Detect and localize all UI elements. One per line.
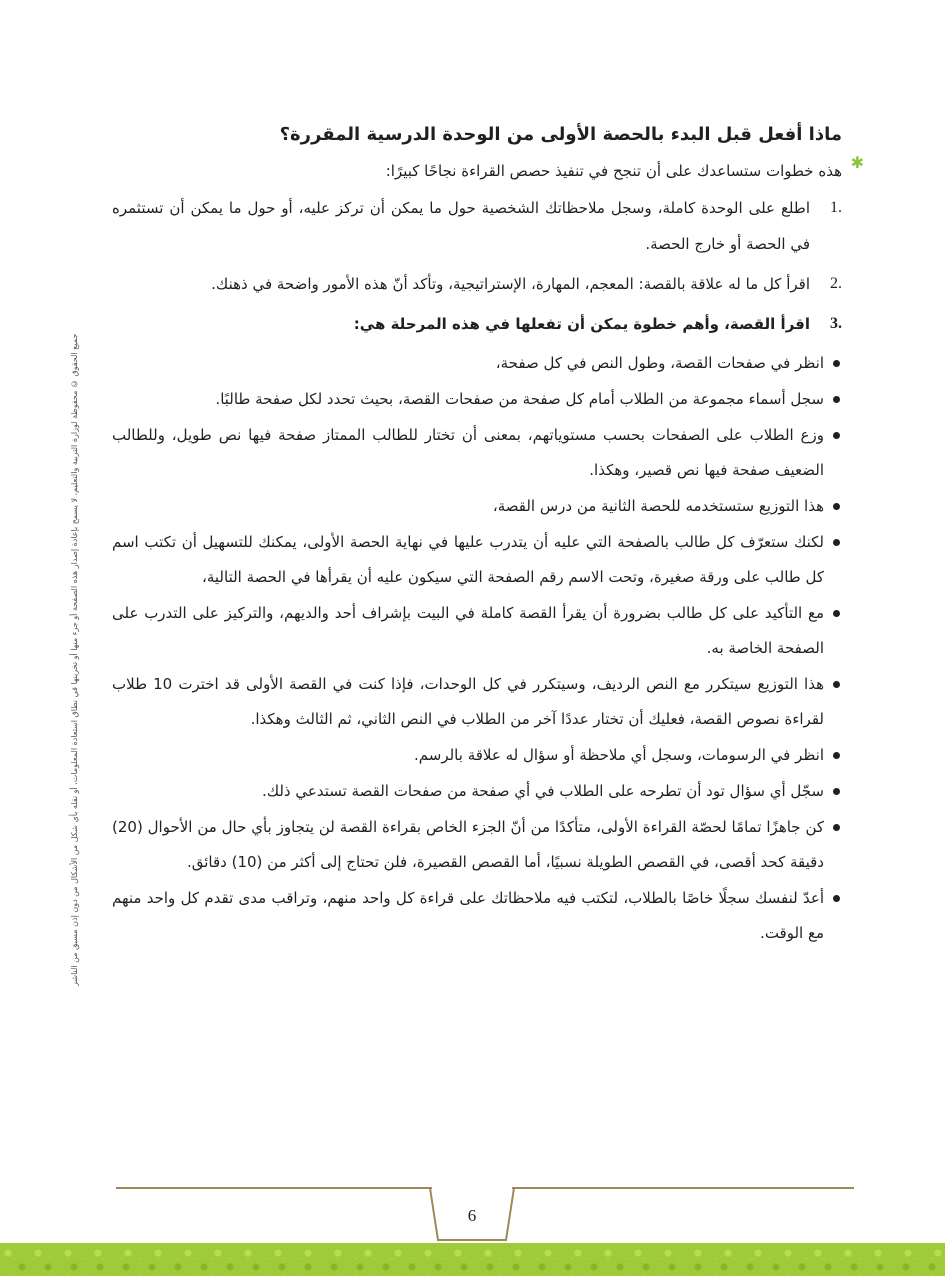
list-item	[112, 810, 842, 880]
list-item-text: انظر في الرسومات، وسجل أي ملاحظة أو سؤال له علاقة بالرسم.	[414, 746, 824, 764]
list-item-text: هذا التوزيع سيتكرر مع النص الرديف، وسيتكرر في كل الوحدات، فإذا كنت في القصة الأولى قد اخترت 10 طلاب لقراءة نصوص القصة، فعليك أن تختار عددًا آخر من الطلاب في النص الثاني، ثم الثالث وهكذا.	[112, 675, 825, 728]
list-item-text: مع التأكيد على كل طالب بضرورة أن يقرأ القصة كاملة في البيت بإشراف أحد والديهم، والتركيز على التدرب على الصفحة الخاصة به.	[112, 604, 824, 657]
list-item	[112, 881, 842, 951]
list-item	[112, 738, 842, 773]
footer-rule-right	[512, 1187, 854, 1189]
bullet-dot-icon	[833, 788, 840, 795]
page-number: 6	[467, 1206, 477, 1225]
list-item	[112, 346, 842, 381]
step-text: اطلع على الوحدة كاملة، وسجل ملاحظاتك الشخصية حول ما يمكن أن تركز عليه، أو حول ما يمكن أن تستثمره في الحصة أو خارج الحصة.	[112, 199, 810, 253]
list-item-text: انظر في صفحات القصة، وطول النص في كل صفحة،	[495, 354, 824, 372]
bullet-dot-icon	[833, 539, 840, 546]
step-text: اقرأ كل ما له علاقة بالقصة: المعجم، المهارة، الإستراتيجية، وتأكد أنّ هذه الأمور واضحة في ذهنك.	[211, 275, 810, 293]
list-item	[112, 418, 842, 488]
page-content	[112, 120, 864, 952]
bullet-dot-icon	[833, 503, 840, 510]
decorative-footer-band	[0, 1243, 945, 1276]
bullet-list	[112, 346, 842, 951]
list-item	[112, 667, 842, 737]
bullet-dot-icon	[833, 681, 840, 688]
list-item-text: وزع الطلاب على الصفحات بحسب مستوياتهم، بمعنى أن تختار للطالب الممتاز صفحة فيها نص طويل، وللطالب الضعيف صفحة فيها نص قصير، وهكذا.	[112, 426, 824, 479]
list-item	[112, 525, 842, 595]
intro-paragraph	[112, 153, 864, 186]
list-item-text: لكنك ستعرّف كل طالب بالصفحة التي عليه أن يتدرب عليها في نهاية الحصة الأولى، يمكنك للتسهيل أن تكتب اسم كل طالب على ورقة صغيرة، وتحت الاسم رقم الصفحة التي سيكون عليه أن يقرأها في الحصة التالية،	[112, 533, 824, 586]
list-item-text: أعدّ لنفسك سجلًا خاصًا بالطلاب، لتكتب فيه ملاحظاتك على قراءة كل واحد منهم، وتراقب مدى تقدم كل واحد منهم مع الوقت.	[112, 889, 824, 942]
step-1	[112, 190, 842, 262]
footer-rule-left	[116, 1187, 432, 1189]
bullet-dot-icon	[833, 824, 840, 831]
bullet-dot-icon	[833, 895, 840, 902]
bullet-dot-icon	[833, 396, 840, 403]
list-item	[112, 382, 842, 417]
list-item-text: كن جاهزًا تمامًا لحصّة القراءة الأولى، متأكدًا من أنّ الجزء الخاص بقراءة القصة لن يتجاوز بأي حال من الأحوال (20) دقيقة كحد أقصى، في القصص الطويلة نسبيًا، أما القصص القصيرة، فلن تحتاج إلى أكثر من (10) دقائق.	[112, 818, 824, 871]
list-item-text: هذا التوزيع ستستخدمه للحصة الثانية من درس القصة،	[492, 497, 824, 515]
list-item-text: سجّل أي سؤال تود أن تطرحه على الطلاب في أي صفحة من صفحات القصة تستدعي ذلك.	[261, 782, 824, 800]
list-item	[112, 774, 842, 809]
bullet-dot-icon	[833, 360, 840, 367]
asterisk-icon: ✱	[850, 153, 864, 172]
bullet-dot-icon	[833, 610, 840, 617]
step-number: .3	[830, 315, 842, 332]
page-title: ماذا أفعل قبل البدء بالحصة الأولى من الوحدة الدرسية المقررة؟	[279, 124, 842, 145]
intro-text: هذه خطوات ستساعدك على أن تنجح في تنفيذ حصص القراءة نجاحًا كبيرًا:	[385, 162, 842, 180]
step-3	[112, 306, 842, 342]
step-number: .2	[830, 275, 842, 292]
list-item	[112, 596, 842, 666]
list-item	[112, 489, 842, 524]
list-item-text: سجل أسماء مجموعة من الطلاب أمام كل صفحة من صفحات القصة، بحيث تحدد لكل صفحة طالبًا.	[215, 390, 824, 408]
copyright-note: جميع الحقوق © محفوظة لوزارة التربية والتعليم، لا يسمح بإعادة إصدار هذه الصفحة أو جزء منها أو تخزينها في نطاق استعادة المعلومات، أو نقله بأي شكل من الأشكال من دون إذن مسبق من الناشر	[70, 333, 79, 987]
step-text: اقرأ القصة، وأهم خطوة يمكن أن تفعلها في هذه المرحلة هي:	[353, 315, 810, 333]
bullet-dot-icon	[833, 752, 840, 759]
bullet-dot-icon	[833, 432, 840, 439]
step-2	[112, 266, 842, 302]
step-number: .1	[830, 199, 842, 216]
